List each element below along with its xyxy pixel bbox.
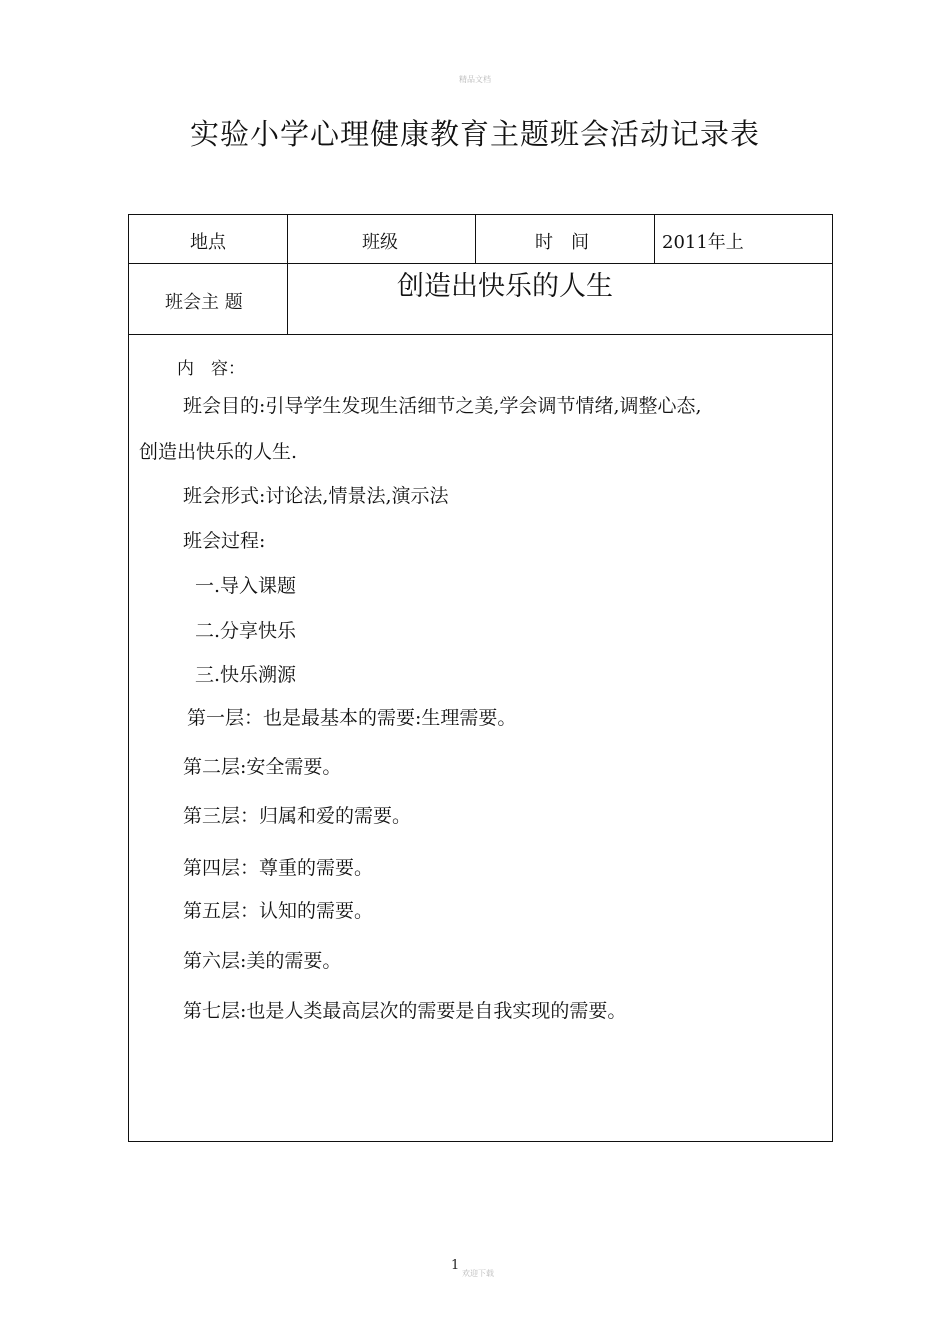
content-line-level-2: 第二层:安全需要。 [183,756,342,778]
content-line-level-1: 第一层：也是最基本的需要:生理需要。 [187,707,517,729]
location-label: 地点 [190,232,226,253]
content-line-step-1: 一.导入课题 [195,575,297,597]
content-line-level-3: 第三层：归属和爱的需要。 [183,805,412,827]
content-line-step-3: 三.快乐溯源 [195,664,297,686]
content-label: 内 容： [177,359,245,379]
content-line-level-4: 第四层：尊重的需要。 [183,857,374,879]
theme-label: 班会主 题 [165,292,243,313]
content-line-purpose-cont: 创造出快乐的人生. [139,441,298,463]
time-value: 2011年上 [662,232,744,253]
column-divider [287,215,288,334]
column-divider [654,215,655,263]
watermark-top: 精品文档 [459,75,491,84]
content-line-purpose: 班会目的:引导学生发现生活细节之美,学会调节情绪,调整心态, [183,395,702,417]
content-line-level-5: 第五层：认知的需要。 [183,900,374,922]
column-divider [475,215,476,263]
page-number: 1 [451,1258,460,1273]
record-table [128,214,833,1142]
class-label: 班级 [362,232,398,253]
row-divider [129,334,832,335]
document-title: 实验小学心理健康教育主题班会活动记录表 [189,117,760,151]
theme-value: 创造出快乐的人生 [397,271,613,302]
content-line-form: 班会形式:讨论法,情景法,演示法 [183,485,449,507]
content-line-step-2: 二.分享快乐 [195,620,297,642]
content-line-level-6: 第六层:美的需要。 [183,950,342,972]
content-line-level-7: 第七层:也是人类最高层次的需要是自我实现的需要。 [183,1000,627,1022]
content-line-process: 班会过程: [183,530,266,552]
time-label: 时 间 [535,232,589,253]
watermark-bottom: 欢迎下载 [462,1269,494,1278]
